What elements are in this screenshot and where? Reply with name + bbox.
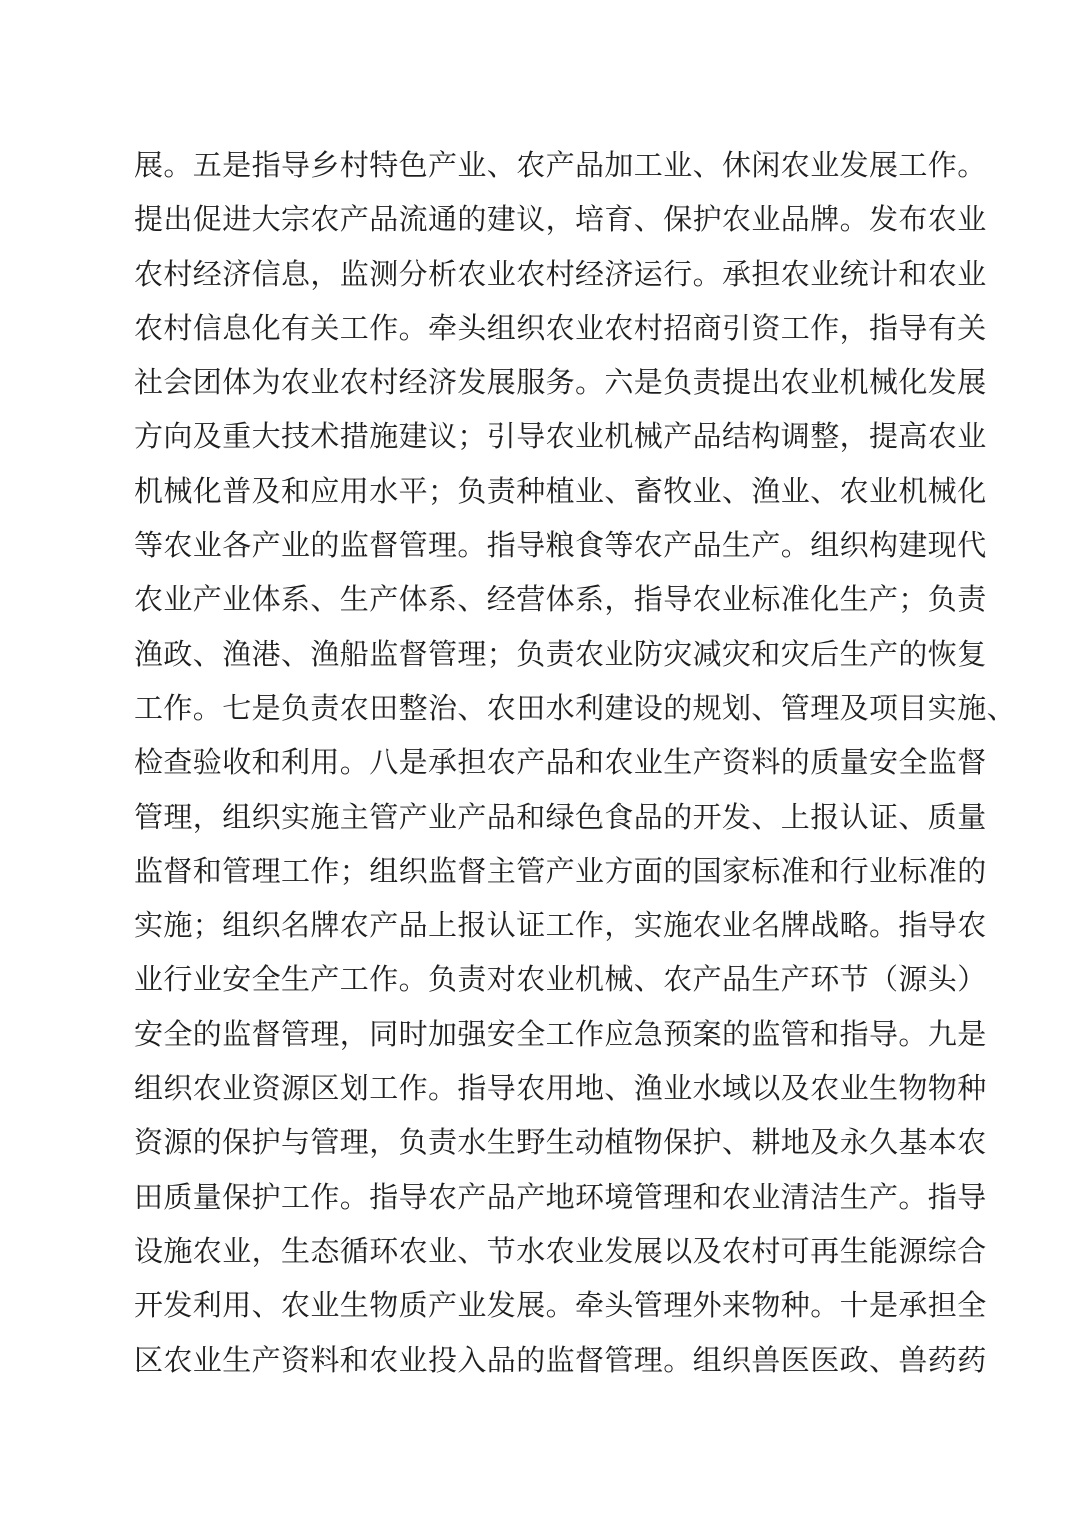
text-line: 设施农业，生态循环农业、节水农业发展以及农村可再生能源综合 xyxy=(134,1233,987,1268)
text-line: 田质量保护工作。指导农产品产地环境管理和农业清洁生产。指导 xyxy=(134,1179,987,1214)
text-line: 监督和管理工作；组织监督主管产业方面的国家标准和行业标准的 xyxy=(134,853,987,888)
text-line: 渔政、渔港、渔船监督管理；负责农业防灾减灾和灾后生产的恢复 xyxy=(134,636,987,671)
text-line: 资源的保护与管理，负责水生野生动植物保护、耕地及永久基本农 xyxy=(134,1125,987,1160)
text-line: 农村信息化有关工作。牵头组织农业农村招商引资工作，指导有关 xyxy=(134,310,987,345)
text-line: 机械化普及和应用水平；负责种植业、畜牧业、渔业、农业机械化 xyxy=(134,473,987,508)
text-line: 组织农业资源区划工作。指导农用地、渔业水域以及农业生物物种 xyxy=(134,1071,987,1106)
text-line: 工作。七是负责农田整治、农田水利建设的规划、管理及项目实施、 xyxy=(134,690,1017,725)
text-line: 安全的监督管理，同时加强安全工作应急预案的监管和指导。九是 xyxy=(134,1016,987,1051)
text-line: 社会团体为农业农村经济发展服务。六是负责提出农业机械化发展 xyxy=(134,365,987,400)
text-line: 农村经济信息，监测分析农业农村经济运行。承担农业统计和农业 xyxy=(134,256,987,291)
text-line: 方向及重大技术措施建议；引导农业机械产品结构调整，提高农业 xyxy=(134,419,987,454)
text-line: 开发利用、农业生物质产业发展。牵头管理外来物种。十是承担全 xyxy=(134,1288,987,1323)
text-line: 区农业生产资料和农业投入品的监督管理。组织兽医医政、兽药药 xyxy=(134,1342,987,1377)
text-line: 检查验收和利用。八是承担农产品和农业生产资料的质量安全监督 xyxy=(134,745,987,780)
text-line: 提出促进大宗农产品流通的建议，培育、保护农业品牌。发布农业 xyxy=(134,202,987,237)
body-text xyxy=(134,138,1017,1387)
text-line: 管理，组织实施主管产业产品和绿色食品的开发、上报认证、质量 xyxy=(134,799,987,834)
text-line: 实施；组织名牌农产品上报认证工作，实施农业名牌战略。指导农 xyxy=(134,908,987,943)
text-line: 业行业安全生产工作。负责对农业机械、农产品生产环节（源头） xyxy=(134,962,987,997)
text-line: 等农业各产业的监督管理。指导粮食等农产品生产。组织构建现代 xyxy=(134,528,987,563)
text-line: 展。五是指导乡村特色产业、农产品加工业、休闲农业发展工作。 xyxy=(134,148,987,182)
text-line: 农业产业体系、生产体系、经营体系，指导农业标准化生产；负责 xyxy=(134,582,987,617)
